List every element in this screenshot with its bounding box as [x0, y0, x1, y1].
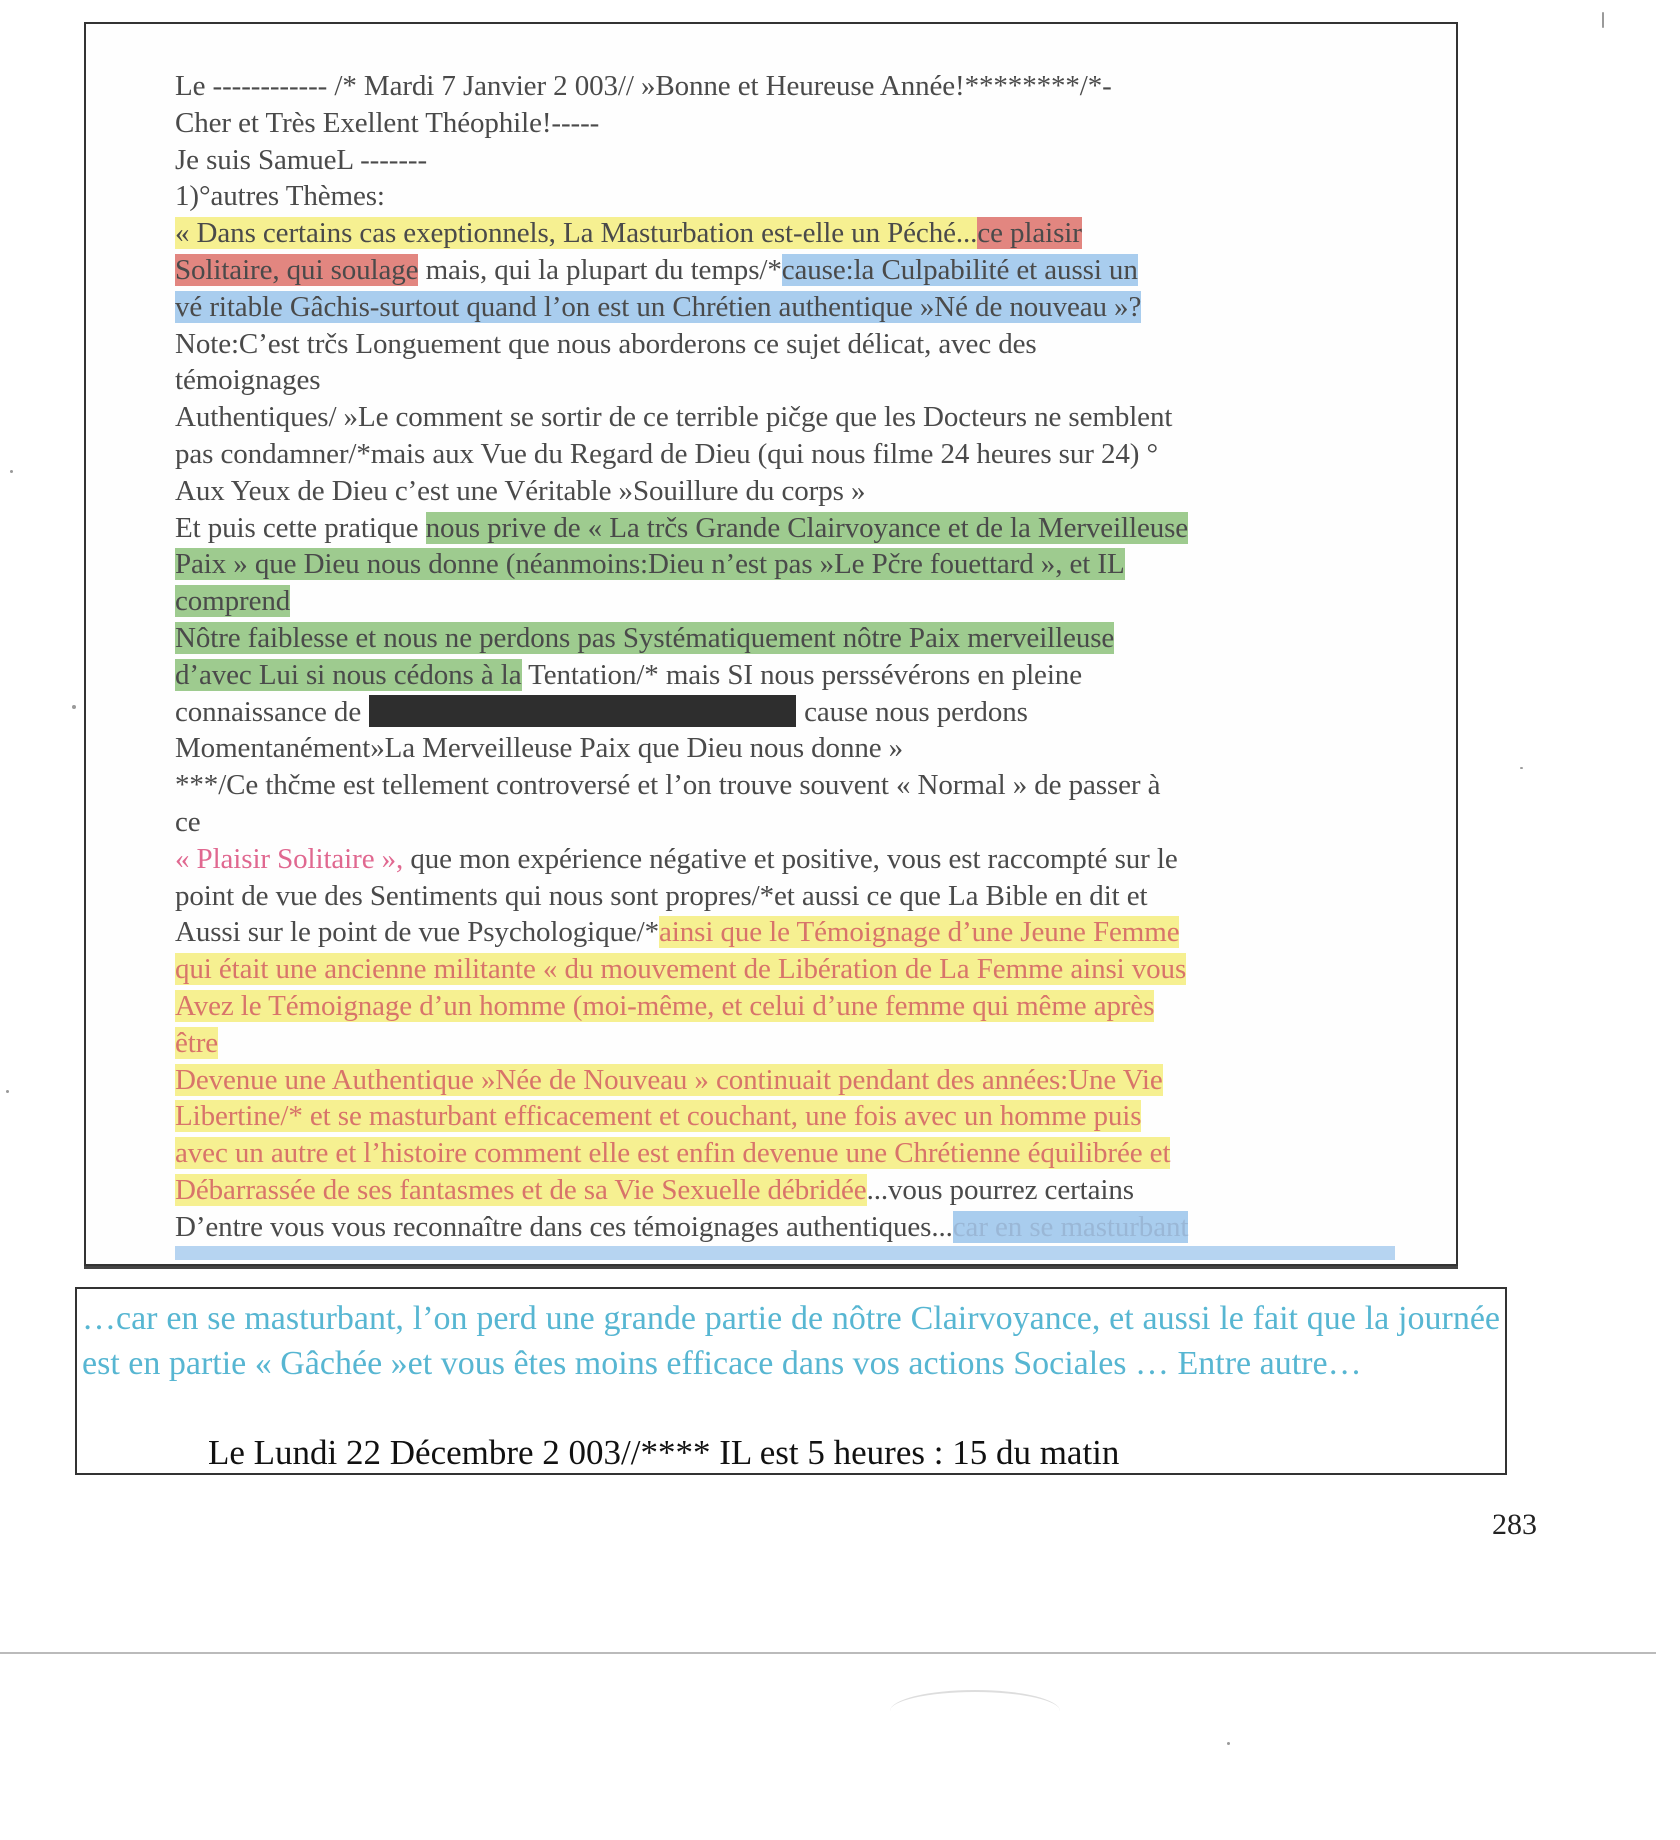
redaction-bar — [369, 695, 796, 727]
line-text: Aux Yeux de Dieu c’est une Véritable »Souillure du corps » — [175, 474, 866, 507]
scan-speck — [1602, 12, 1604, 28]
line-text: ce — [175, 805, 201, 838]
letter-line — [175, 252, 1395, 289]
letter-line — [175, 399, 1395, 436]
letter-line — [175, 841, 1395, 878]
letter-line — [175, 510, 1395, 547]
line-text: pas condamner/*mais aux Vue du Regard de Dieu (qui nous filme 24 heures sur 24) ° — [175, 437, 1158, 470]
letter-line — [175, 1098, 1395, 1135]
letter-line — [175, 178, 1395, 215]
page-number: 283 — [1492, 1508, 1537, 1541]
letter-line — [175, 730, 1395, 767]
letter-line — [175, 105, 1395, 142]
highlighted-text: Nôtre faiblesse et nous ne perdons pas Systématiquement nôtre Paix merveilleuse — [175, 621, 1115, 654]
scan-speck — [1227, 1742, 1230, 1745]
highlighted-text: avec un autre et l’histoire comment elle est enfin devenue une Chrétienne équilibrée et — [175, 1137, 1171, 1170]
scan-speck — [72, 705, 76, 709]
letter-line — [175, 1135, 1395, 1172]
letter-line — [175, 694, 1395, 731]
letter-line — [175, 1062, 1395, 1099]
line-text: Le ------------ /* Mardi 7 Janvier 2 003// »Bonne et Heureuse Année!********/*- — [175, 70, 1112, 102]
letter-line — [175, 436, 1395, 473]
line-text: point de vue des Sentiments qui nous sont propres/*et aussi ce que La Bible en dit et — [175, 879, 1148, 912]
letter-line — [175, 289, 1395, 326]
line-text: Je suis SamueL ------- — [175, 143, 428, 176]
highlighted-text: vé ritable Gâchis-surtout quand l’on est un Chrétien authentique »Né de nouveau »? — [175, 290, 1142, 323]
letter-line — [175, 68, 1395, 105]
letter-line — [175, 1209, 1395, 1246]
line-text: D’entre vous vous reconnaître dans ces témoignages authentiques... — [175, 1210, 953, 1243]
letter-line — [175, 804, 1395, 841]
highlighted-text: être — [175, 1026, 219, 1059]
line-text: 1)°autres Thèmes: — [175, 180, 385, 213]
letter-line — [175, 1172, 1395, 1209]
letter-line — [175, 546, 1395, 583]
cut-off-highlight-strip — [175, 1246, 1395, 1260]
line-text: ***/Ce thčme est tellement controversé et l’on trouve souvent « Normal » de passer à — [175, 769, 1161, 802]
letter-line — [175, 620, 1395, 657]
highlighted-text: comprend — [175, 585, 291, 618]
line-text: Note:C’est trčs Longuement que nous aborderons ce sujet délicat, avec des — [175, 327, 1037, 360]
letter-line — [175, 951, 1395, 988]
line-text: connaissance de — [175, 695, 362, 728]
highlighted-text: ainsi que le Témoignage d’une Jeune Femme — [659, 916, 1180, 949]
footer-date: Le Lundi 22 Décembre 2 003//**** IL est 5 heures : 15 du matin — [208, 1433, 1120, 1472]
letter-line — [175, 583, 1395, 620]
scan-speck — [10, 470, 13, 473]
sheet-bottom-edge — [84, 1266, 1458, 1269]
scan-bottom-rule — [0, 1652, 1656, 1654]
highlighted-text: ce plaisir — [977, 217, 1082, 250]
line-text: que mon expérience négative et positive, vous est raccompté sur le — [403, 842, 1178, 875]
printed-letter-sheet — [84, 22, 1458, 1266]
line-text: cause nous perdons — [804, 695, 1028, 728]
letter-line — [175, 914, 1395, 951]
line-text: mais, qui la plupart du temps/* — [418, 253, 782, 286]
highlighted-text: Paix » que Dieu nous donne (néanmoins:Dieu n’est pas »Le Pčre fouettard », et IL — [175, 548, 1125, 581]
highlighted-text: nous prive de « La trčs Grande Clairvoyance et de la Merveilleuse — [425, 511, 1189, 544]
footer-quote: …car en se masturbant, l’on perd une grande partie de nôtre Clairvoyance, et aussi le fait que la journée est en partie « Gâchée »et vous êtes moins efficace dans vos actions Sociales … Entre autre… — [82, 1300, 1500, 1382]
letter-line — [175, 767, 1395, 804]
line-text: témoignages — [175, 364, 321, 397]
letter-line — [175, 473, 1395, 510]
highlighted-text: car en se masturbant — [952, 1210, 1189, 1243]
highlighted-text: « Dans certains cas exeptionnels, La Masturbation est-elle un Péché... — [175, 217, 978, 250]
line-text: Et puis cette pratique — [175, 511, 426, 544]
scan-artifact — [890, 1690, 1060, 1732]
line-text: Authentiques/ »Le comment se sortir de ce terrible pičge que les Docteurs ne semblent — [175, 401, 1173, 434]
line-text: Momentanément»La Merveilleuse Paix que Dieu nous donne » — [175, 732, 904, 765]
letter-body — [175, 68, 1395, 1246]
highlighted-text: qui était une ancienne militante « du mouvement de Libération de La Femme ainsi vous — [175, 953, 1187, 986]
highlighted-text: Solitaire, qui soulage — [175, 253, 419, 286]
line-text: « Plaisir Solitaire », — [175, 842, 404, 875]
letter-line — [175, 1025, 1395, 1062]
highlighted-text: Devenue une Authentique »Née de Nouveau » continuait pendant des années:Une Vie — [175, 1063, 1163, 1096]
letter-line — [175, 215, 1395, 252]
letter-line — [175, 657, 1395, 694]
letter-line — [175, 362, 1395, 399]
line-text: ...vous pourrez certains — [866, 1173, 1134, 1206]
line-text: Tentation/* mais SI nous perssévérons en pleine — [521, 658, 1082, 691]
line-text: Cher et Très Exellent Théophile!----- — [175, 106, 600, 139]
letter-line — [175, 988, 1395, 1025]
letter-line — [175, 142, 1395, 179]
highlighted-text: Libertine/* et se masturbant efficacement et couchant, une fois avec un homme puis — [175, 1100, 1142, 1133]
highlighted-text: Débarrassée de ses fantasmes et de sa Vie Sexuelle débridée — [175, 1173, 867, 1206]
line-text: Aussi sur le point de vue Psychologique/* — [175, 916, 660, 949]
highlighted-text: cause:la Culpabilité et aussi un — [781, 253, 1138, 286]
scan-speck — [6, 1090, 9, 1093]
scan-speck — [1520, 767, 1523, 769]
highlighted-text: Avez le Témoignage d’un homme (moi-même, et celui d’une femme qui même après — [175, 989, 1155, 1022]
highlighted-text: d’avec Lui si nous cédons à la — [175, 658, 522, 691]
letter-line — [175, 326, 1395, 363]
letter-line — [175, 878, 1395, 915]
